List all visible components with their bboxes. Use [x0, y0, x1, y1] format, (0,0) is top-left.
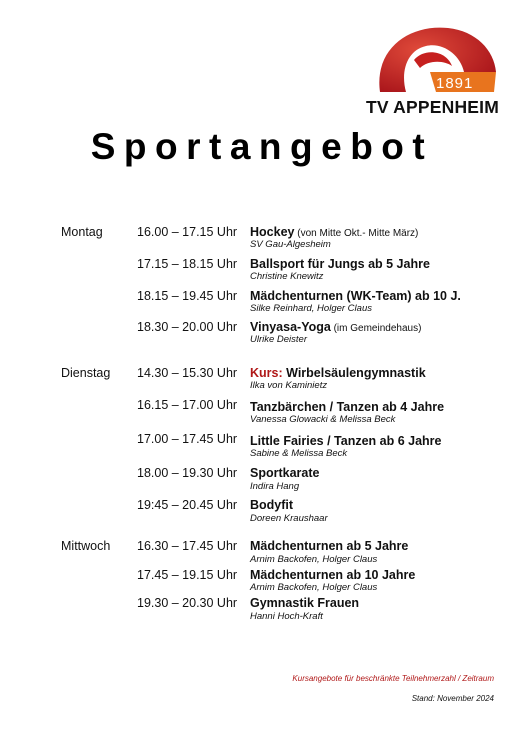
day-label: Montag [61, 225, 103, 239]
time-slot: 16.00 – 17.15 Uhr [137, 225, 238, 239]
activity-title: Vinyasa-Yoga (im Gemeindehaus) [250, 320, 422, 334]
instructor: Silke Reinhard, Holger Claus [250, 303, 372, 314]
time-slot: 18.15 – 19.45 Uhr [137, 289, 238, 303]
activity-title: Tanzbärchen / Tanzen ab 4 Jahre [250, 400, 445, 414]
time-slot: 18.00 – 19.30 Uhr [137, 466, 238, 480]
instructor: Arnim Backofen, Holger Claus [250, 582, 378, 593]
activity-title: Mädchenturnen (WK-Team) ab 10 J. [250, 289, 461, 303]
activity-title: Sportkarate [250, 466, 320, 480]
instructor: Indira Hang [250, 481, 300, 492]
instructor: Ilka von Kaminietz [250, 380, 328, 391]
time-slot: 14.30 – 15.30 Uhr [137, 366, 238, 380]
activity-title: Little Fairies / Tanzen ab 6 Jahre [250, 434, 442, 448]
activity-title: Ballsport für Jungs ab 5 Jahre [250, 257, 430, 271]
day-label: Dienstag [61, 366, 111, 380]
instructor: Sabine & Melissa Beck [250, 448, 348, 459]
day-label: Mittwoch [61, 539, 111, 553]
time-slot: 19:45 – 20.45 Uhr [137, 498, 238, 512]
instructor: Vanessa Glowacki & Melissa Beck [250, 414, 396, 425]
page-title: Sportangebot [90, 126, 434, 167]
logo-year: 1891 [436, 75, 474, 92]
kurs-label: Kurs: [250, 366, 283, 380]
activity-title: Gymnastik Frauen [250, 596, 360, 610]
time-slot: 17.45 – 19.15 Uhr [137, 568, 238, 582]
club-name: TV APPENHEIM [366, 97, 500, 117]
time-slot: 16.30 – 17.45 Uhr [137, 539, 238, 553]
activity-note: (im Gemeindehaus) [330, 323, 422, 334]
activity-note: (von Mitte Okt.- Mitte März) [294, 228, 419, 239]
activity-title: Mädchenturnen ab 10 Jahre [250, 568, 416, 582]
activity-title: Bodyfit [250, 498, 294, 512]
instructor: Ulrike Deister [250, 334, 308, 345]
activity-title: Kurs: Wirbelsäulengymnastik [250, 366, 426, 380]
instructor: Doreen Kraushaar [250, 513, 328, 524]
instructor: Hanni Hoch-Kraft [250, 611, 323, 622]
time-slot: 19.30 – 20.30 Uhr [137, 596, 238, 610]
instructor: Arnim Backofen, Holger Claus [250, 554, 378, 565]
activity-title: Hockey (von Mitte Okt.- Mitte März) [250, 225, 419, 239]
time-slot: 17.15 – 18.15 Uhr [137, 257, 238, 271]
activity-title: Mädchenturnen ab 5 Jahre [250, 539, 409, 553]
stand-date: Stand: November 2024 [411, 694, 494, 703]
time-slot: 17.00 – 17.45 Uhr [137, 432, 238, 446]
time-slot: 16.15 – 17.00 Uhr [137, 398, 238, 412]
footnote: Kursangebote für beschränkte Teilnehmerzahl / Zeitraum [292, 674, 494, 683]
time-slot: 18.30 – 20.00 Uhr [137, 320, 238, 334]
instructor: Christine Knewitz [250, 271, 324, 282]
instructor: SV Gau-Algesheim [250, 239, 331, 250]
